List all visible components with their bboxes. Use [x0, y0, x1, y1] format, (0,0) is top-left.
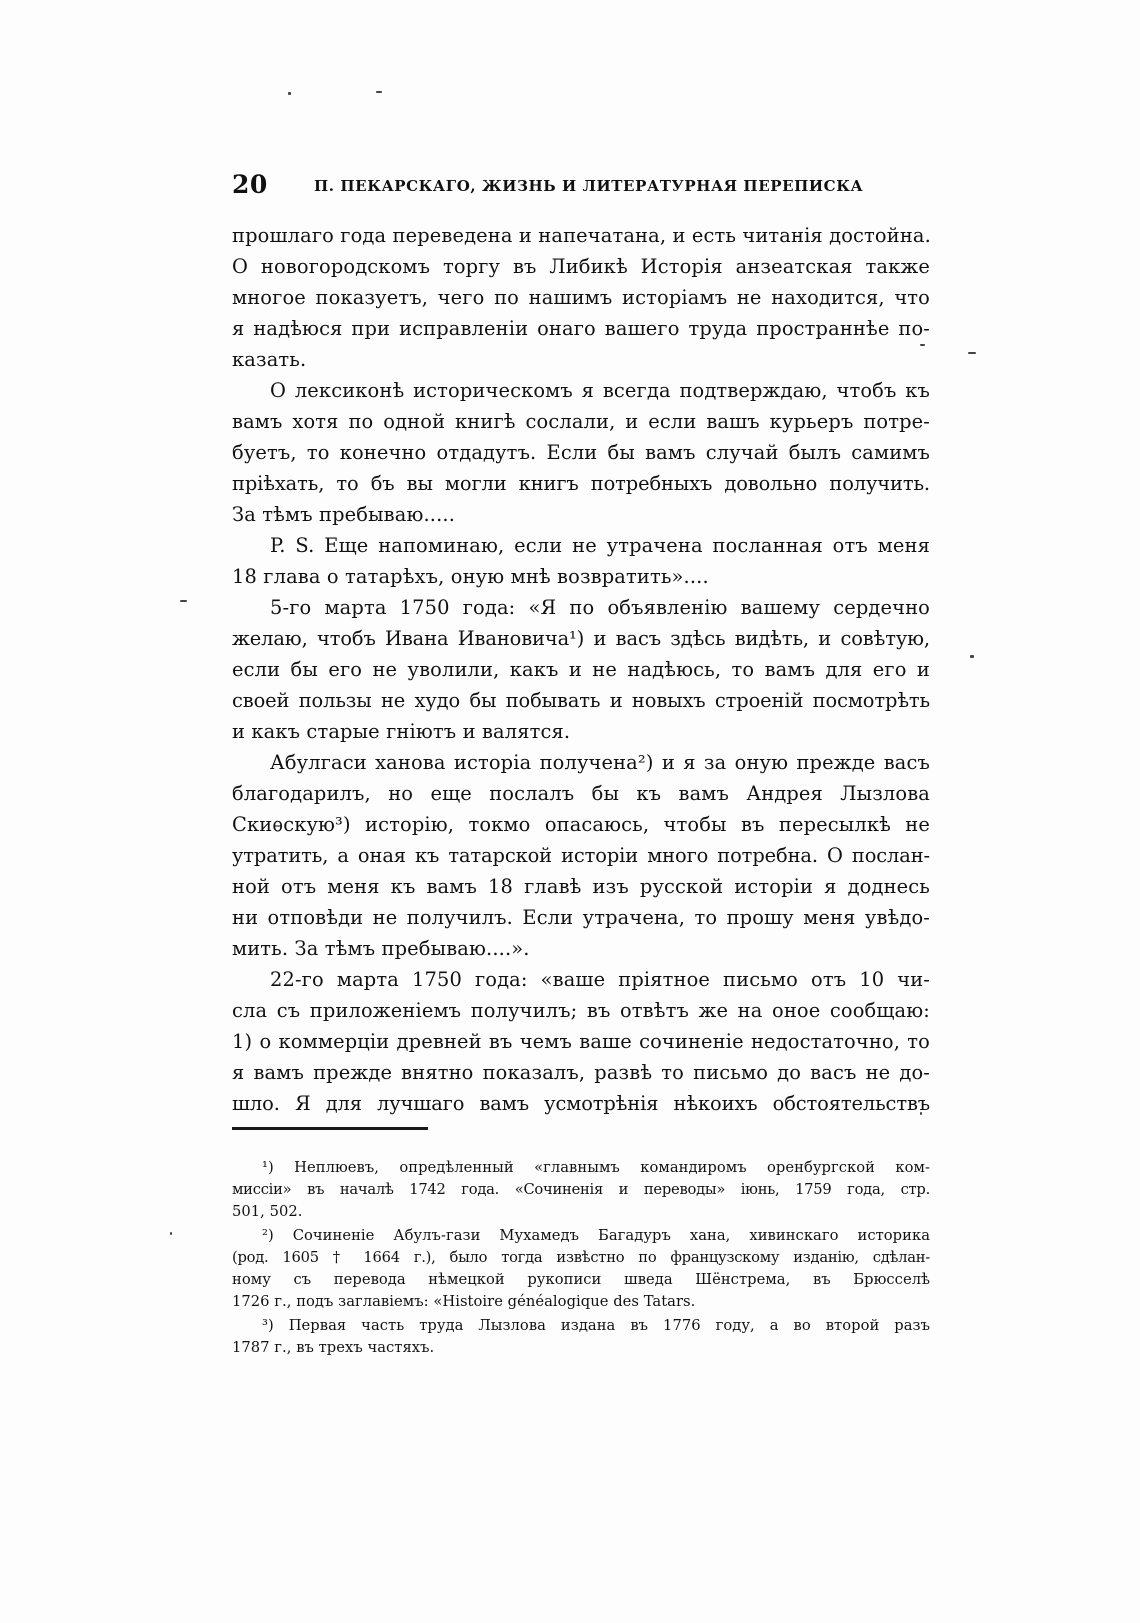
scan-speck	[376, 91, 382, 93]
text-line: и какъ старые гніютъ и валятся.	[232, 720, 571, 743]
text-line: шло. Я для лучшаго вамъ усмотрѣнія нѣкоихъ обстоятельствъ	[232, 1092, 930, 1115]
footnote-line: ³) Первая часть труда Лызлова издана въ 1776 году, а во второй разъ	[262, 1317, 930, 1334]
footnotes	[232, 1157, 930, 1359]
scan-speck	[288, 92, 291, 95]
scan-speck	[180, 600, 187, 602]
text-line: Скиѳскую³) исторію, токмо опасаюсь, чтобы въ пересылкѣ не	[232, 813, 930, 836]
text-line: ной отъ меня къ вамъ 18 главѣ изъ русской исторіи я доднесь	[232, 875, 930, 898]
footnote-line: ному съ перевода нѣмецкой рукописи шведа Шёнстрема, въ Брюсселѣ	[232, 1271, 930, 1288]
body-text	[232, 220, 930, 1119]
text-line: За тѣмъ пребываю.....	[232, 503, 456, 526]
text-line: О лексиконѣ историческомъ я всегда подтверждаю, чтобъ къ	[270, 379, 930, 402]
text-line: 1) о коммерціи древней въ чемъ ваше сочиненіе недостаточно, то	[232, 1030, 930, 1053]
text-line: утратить, а оная къ татарской исторіи много потребна. О послан-	[232, 844, 930, 867]
text-line: Абулгаси ханова исторіа получена²) и я за оную прежде васъ	[270, 751, 930, 774]
page-number: 20	[232, 170, 268, 199]
footnote-divider	[232, 1127, 428, 1130]
footnote-line: ²) Сочиненіе Абулъ-гази Мухамедъ Багадуръ хана, хивинскаго историка	[262, 1227, 930, 1244]
footnote-line: 1787 г., въ трехъ частяхъ.	[232, 1339, 435, 1356]
text-line: казать.	[232, 348, 307, 371]
footnote-line: ¹) Неплюевъ, опредѣленный «главнымъ командиромъ оренбургской ком-	[262, 1159, 930, 1176]
text-line: пріѣхать, то бъ вы могли книгъ потребныхъ довольно получить.	[232, 472, 930, 495]
text-line: 22-го марта 1750 года: «ваше пріятное письмо отъ 10 чи-	[270, 968, 930, 991]
scan-speck	[968, 352, 976, 354]
text-line: многое показуетъ, чего по нашимъ исторіамъ не находится, что	[232, 286, 930, 309]
text-line: если бы его не уволили, какъ и не надѣюсь, то вамъ для его и	[232, 658, 930, 681]
text-line: ни отповѣди не получилъ. Если утрачена, то прошу меня увѣдо-	[232, 906, 930, 929]
text-line: сла съ приложеніемъ получилъ; въ отвѣтъ же на оное сообщаю:	[232, 999, 930, 1022]
text-line: я вамъ прежде внятно показалъ, развѣ то письмо до васъ не до-	[232, 1061, 930, 1084]
text-line: буетъ, то конечно отдадутъ. Если бы вамъ случай былъ самимъ	[232, 441, 930, 464]
scan-speck	[170, 1232, 172, 1235]
text-line: мить. За тѣмъ пребываю....».	[232, 937, 530, 960]
text-line: своей пользы не худо бы побывать и новыхъ строеній посмотрѣть	[232, 689, 930, 712]
text-line: прошлаго года переведена и напечатана, и есть читанія достойна.	[232, 224, 931, 247]
footnote-line: (род. 1605 † 1664 г.), было тогда извѣстно по французскому изданію, сдѣлан-	[232, 1249, 930, 1266]
footnote-line: миссіи» въ началѣ 1742 года. «Сочиненія и переводы» іюнь, 1759 года, стр.	[232, 1181, 930, 1198]
running-title: П. ПЕКАРСКАГО, ЖИЗНЬ И ЛИТЕРАТУРНАЯ ПЕРЕПИСКА	[314, 177, 864, 195]
footnote-line: 1726 г., подъ заглавіемъ: «Histoire généalogique des Tatars.	[232, 1293, 696, 1310]
text-line: 5-го марта 1750 года: «Я по объявленію вашему сердечно	[270, 596, 930, 619]
text-line: вамъ хотя по одной книгѣ сослали, и если вашъ курьеръ потре-	[232, 410, 930, 433]
footnote-line: 501, 502.	[232, 1203, 303, 1220]
text-line: желаю, чтобъ Ивана Ивановича¹) и васъ здѣсь видѣть, и совѣтую,	[232, 627, 930, 650]
scan-speck	[970, 655, 974, 658]
text-line: я надѣюся при исправленіи онаго вашего труда пространнѣе по-	[232, 317, 930, 340]
text-line: P. S. Еще напоминаю, если не утрачена посланная отъ меня	[270, 534, 930, 557]
text-line: благодарилъ, но еще послалъ бы къ вамъ Андрея Лызлова	[232, 782, 930, 805]
page-header	[232, 170, 930, 210]
text-line: О новогородскомъ торгу въ Либикѣ Исторія анзеатская также	[232, 255, 930, 278]
text-line: 18 глава о татарѣхъ, оную мнѣ возвратить»....	[232, 565, 709, 588]
